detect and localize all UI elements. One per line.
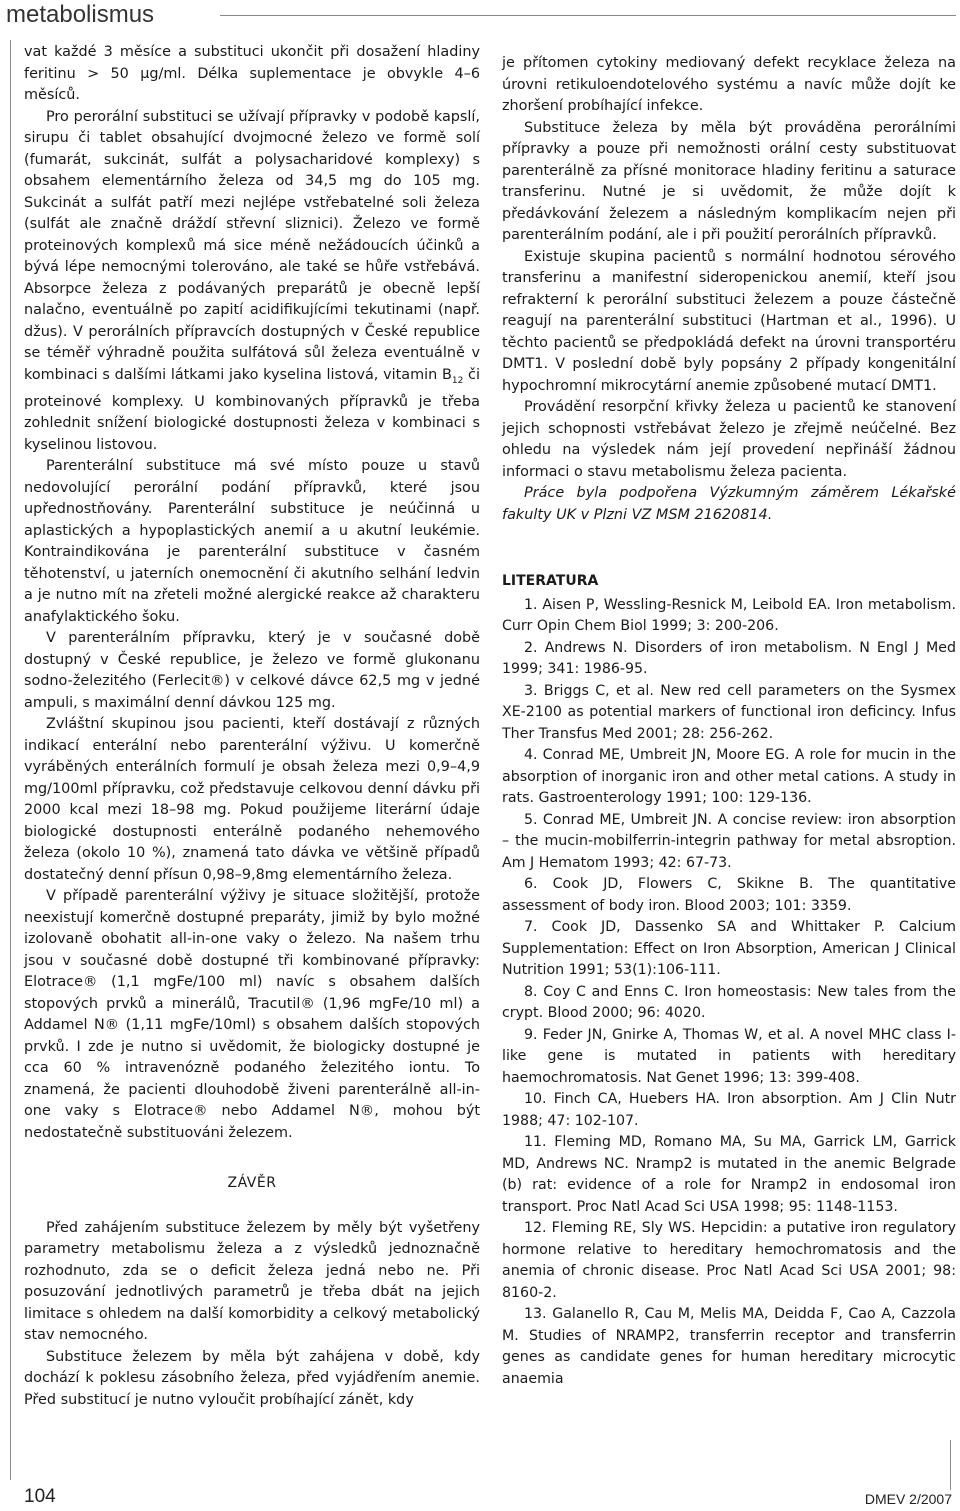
literature-heading: LITERATURA xyxy=(502,573,599,589)
reference-item: 8. Coy C and Enns C. Iron homeostasis: New tales from the crypt. Blood 2000; 96: 4020. xyxy=(502,983,956,1021)
reference-item: 12. Fleming RE, Sly WS. Hepcidin: a putative iron regulatory hormone relative to hereditary hemochromatosis and the anemia of chronic disease. Proc Natl Acad Sci USA 2001; 98: 8160-2. xyxy=(502,1220,956,1301)
reference-item: 1. Aisen P, Wessling-Resnick M, Leibold EA. Iron metabolism. Curr Opin Chem Biol 1999; 3: 200-206. xyxy=(502,596,956,634)
reference-item: 13. Galanello R, Cau M, Melis MA, Deidda F, Cao A, Cazzola M. Studies of NRAMP2, transferrin receptor and transferrin genes as candidate genes for human hereditary microcytic anaemia xyxy=(502,1306,956,1387)
reference-item: 3. Briggs C, et al. New red cell parameters on the Sysmex XE-2100 as potential markers of functional iron deficincy. Infus Ther Transfus Med 2001; 28: 256-262. xyxy=(502,682,956,742)
right-margin-rule xyxy=(950,1440,951,1490)
funding-note: Práce byla podpořena Výzkumným záměrem Lékařské fakulty UK v Plzni VZ MSM 21620814. xyxy=(502,485,956,523)
subscript: 12 xyxy=(451,375,464,386)
page-header xyxy=(0,0,960,34)
paragraph: Provádění resorpční křivky železa u pacientů ke stanovení jejich schopnosti vstřebávat železo je zřejmě neúčelné. Bez ohledu na výsledek nám její provedení nepřináší žádnou informaci o stavu metabolismu železa pacienta. xyxy=(502,399,956,480)
reference-item: 5. Conrad ME, Umbreit JN. A concise review: iron absorption – the mucin-mobilferrin-integrin pathway for metal absroption. Am J Hematom 1993; 42: 67-73. xyxy=(502,811,956,871)
paragraph-text: Pro perorální substituci se užívají přípravky v podobě kapslí, sirupu či tablet obsahující dvojmocné železo ve formě solí (fumarát, sukcinát, sulfát a polysacharidové komplexy) s obsahem elementárního železa od 34,5 mg do 105 mg. Sukcinát a sulfát patří mezi nejlépe vstřebatelné soli železa (sulfát ale značně dráždí střevní sliznici). Železo ve formě proteinových komplexů má sice méně nežádoucích účinků a bývá lépe nemocnými tolerováno, ale také se hůře vstřebává. Absorpce železa z podávaných preparátů je obecně lepší nalačno, eventuálně po zapití acidifikujícími tekutinami (např. džus). V perorálních přípravcích dostupných v České republice se téměř výhradně použita sulfátová sůl železa eventuálně v kombinaci s dalšími látkami jako kyselina listová, vitamin B xyxy=(24,108,480,383)
page-number: 104 xyxy=(24,1486,56,1507)
paragraph: Parenterální substituce má své místo pouze u stavů nedovolující perorální podání přípravků, které jsou upřednostňovány. Parenterální substituce je neúčinná u aplastických a hypoplastických anemií a u akutní leukémie. Kontraindikována je parenterální substituce v časném těhotenství, u jaterních onemocnění či akutního selhání ledvin a je nutno mít na zřeteli možné alergické reakce až charakteru anafylaktického šoku. xyxy=(24,458,480,625)
journal-issue: DMEV 2/2007 xyxy=(864,1491,952,1507)
left-margin-rule xyxy=(10,40,11,1480)
reference-item: 4. Conrad ME, Umbreit JN, Moore EG. A role for mucin in the absorption of inorganic iron and other metal cations. A study in rats. Gastroenterology 1991; 100: 129-136. xyxy=(502,747,956,806)
paragraph: Substituce železa by měla být prováděna perorálními přípravky a pouze při nemožnosti orální cesty substituovat parenterálně za přísné monitorace hladiny feritinu a saturace transferinu. Nutné je si uvědomit, že může dojít k předávkování železem a následným komplikacím nejen při parenterálním podání, ale i při použití perorálních přípravků. xyxy=(502,119,956,243)
paragraph: Zvláštní skupinou jsou pacienti, kteří dostávají z různých indikací enterální nebo parenterální výživu. U komerčně vyráběných enterálních formulí je obsah železa mezi 0,9–4,9 mg/100ml přípravku, což představuje celkovou denní dávku při 2000 kcal mezi 18–98 mg. Pokud použijeme literární údaje biologické dostupnosti enterálně podaného nehemového železa (okolo 10 %), znamená tato dávka ve většině případů dostatečný denní přísun 0,98–9,8mg elementárního železa. xyxy=(24,716,480,883)
paragraph: V případě parenterální výživy je situace složitější, protože neexistují komerčně dostupné preparáty, jimiž by bylo možné izolovaně obohatit all-in-one vaky o železo. Na našem trhu jsou v současné době dostupné tři kombinované přípravky: Elotrace® (1,1 mgFe/100 ml) navíc s obsahem dalších stopových prvků a minerálů, Tracutil® (1,96 mgFe/10 ml) a Addamel N® (1,11 mgFe/10ml) s obsahem dalších stopových prvků. I zde je nutno si uvědomit, že biologicky dostupné je cca 60 % intravenózně podaného železitého iontu. To znamená, že pacienti dlouhodobě živeni parenterálně all-in-one vaky s Elotrace® nebo Addamel N®, mohou být nedostatečně substituováni železem. xyxy=(24,888,480,1141)
paragraph: Existuje skupina pacientů s normální hodnotou sérového transferinu a manifestní sideropenickou anemií, kteří jsou refrakterní k perorální substituci železem a pouze částečně reagují na parenterální substituci (Hartman et al., 1996). U těchto pacientů se předpokládá defekt na úrovni transportéru DMT1. V poslední době byly popsány 2 případy kongenitální hypochromní mikrocytární anemie způsobené mutací DMT1. xyxy=(502,248,956,394)
right-column xyxy=(502,53,956,1390)
reference-item: 2. Andrews N. Disorders of iron metabolism. N Engl J Med 1999; 341: 1986-95. xyxy=(502,639,956,677)
section-header-title: metabolismus xyxy=(6,0,164,30)
paragraph: Před zahájením substituce železem by měly být vyšetřeny parametry metabolismu železa a z výsledků jednoznačně rozhodnuto, zda se o deficit železa jedná nebo ne. Při posuzování jednotlivých parametrů je třeba dbát na jejich limitace s ohledem na další komorbidity a celkový metabolický stav nemocného. xyxy=(24,1219,480,1344)
reference-item: 11. Fleming MD, Romano MA, Su MA, Garrick LM, Garrick MD, Andrews NC. Nramp2 is mutated in the anemic Belgrade (b) rat: evidence of a role for Nramp2 in endosomal iron transport. Proc Natl Acad Sci USA 1998; 95: 1148-1153. xyxy=(502,1134,956,1215)
left-column xyxy=(24,42,480,1411)
header-rule xyxy=(220,15,956,16)
reference-item: 10. Finch CA, Huebers HA. Iron absorption. Am J Clin Nutr 1988; 47: 102-107. xyxy=(502,1091,956,1129)
reference-item: 6. Cook JD, Flowers C, Skikne B. The quantitative assessment of body iron. Blood 2003; 101: 3359. xyxy=(502,876,956,914)
paragraph: vat každé 3 měsíce a substituci ukončit při dosažení hladiny feritinu > 50 µg/ml. Délka suplementace je obvykle 4–6 měsíců. xyxy=(24,44,480,103)
reference-list xyxy=(502,595,956,1391)
paragraph xyxy=(24,107,480,457)
paragraph: Substituce železem by měla být zahájena v době, kdy dochází k poklesu zásobního železa, před vyjádřením anemie. Před substitucí je nutno vyloučit probíhající zánět, kdy xyxy=(24,1348,480,1408)
paragraph: V parenterálním přípravku, který je v současné době dostupný v České republice, je železo ve formě glukonanu sodno-železitého (Ferlecit®) v celkové dávce 62,5 mg v jedné ampuli, s maximální denní dávkou 125 mg. xyxy=(24,630,480,711)
reference-item: 9. Feder JN, Gnirke A, Thomas W, et al. A novel MHC class I-like gene is mutated in patients with hereditary haemochromatosis. Nat Genet 1996; 13: 399-408. xyxy=(502,1026,956,1086)
section-title-zaver: ZÁVĚR xyxy=(227,1175,277,1192)
paragraph: je přítomen cytokiny mediovaný defekt recyklace železa na úrovni retikuloendotelového systému a navíc může dojít ke zhoršení probíhající infekce. xyxy=(502,55,956,114)
paragraph-text: či proteinové komplexy. U kombinovaných přípravků je třeba zohlednit snížení biologické dostupnosti železa v kombinaci s kyselinou listovou. xyxy=(24,366,480,453)
reference-item: 7. Cook JD, Dassenko SA and Whittaker P. Calcium Supplementation: Effect on Iron Absorption, American J Clinical Nutrition 1991; 53(1):106-111. xyxy=(502,919,956,978)
